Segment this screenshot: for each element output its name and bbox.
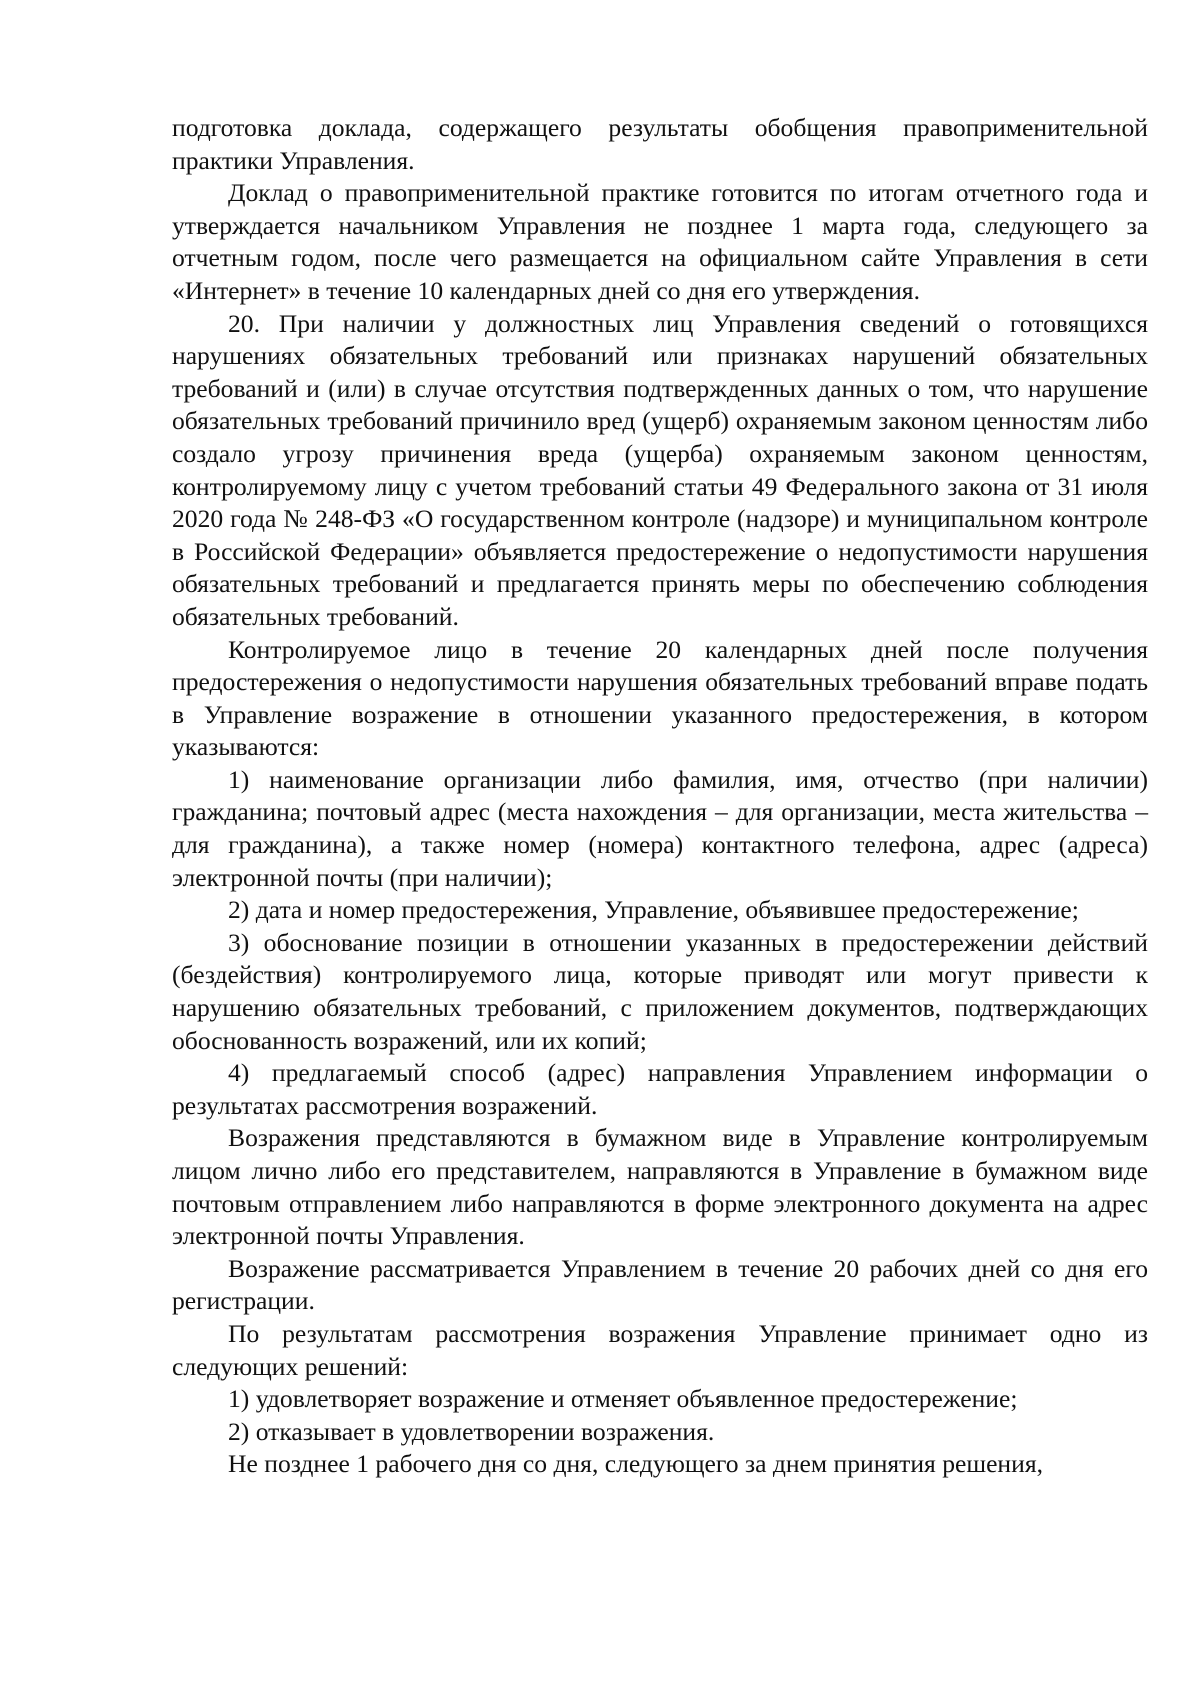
paragraph-objection-point-4: 4) предлагаемый способ (адрес) направления Управлением информации о результатах рассмотрения возражений. bbox=[172, 1058, 1148, 1120]
document-page bbox=[172, 112, 1148, 1481]
paragraph-objection-review-period: Возражение рассматривается Управлением в течение 20 рабочих дней со дня его регистрации. bbox=[172, 1253, 1148, 1316]
paragraph-decision-2: 2) отказывает в удовлетворении возражения. bbox=[228, 1416, 715, 1446]
paragraph-item-20-warning: 20. При наличии у должностных лиц Управления сведений о готовящихся нарушениях обязательных требований или признаках нарушений обязательных требований и (или) в случае отсутствия подтвержденных данных о том, что нарушение обязательных требований причинило вред (ущерб) охраняемым законом ценностям либо создало угрозу причинения вреда (ущерба) охраняемым законом ценностям, контролируемому лицу с учетом требований статьи 49 Федерального закона от 31 июля 2020 года № 248-ФЗ «О государственном контроле (надзоре) и муниципальном контроле в Российской Федерации» объявляется предостережение о недопустимости нарушения обязательных требований и предлагается принять меры по обеспечению соблюдения обязательных требований. bbox=[172, 308, 1148, 631]
paragraph-decision-notice: Не позднее 1 рабочего дня со дня, следующего за днем принятия решения, bbox=[228, 1449, 1044, 1479]
paragraph-objection-submission: Возражения представляются в бумажном виде в Управление контролируемым лицом лично либо его представителем, направляются в Управление в бумажном виде почтовым отправлением либо направляются в форме электронного документа на адрес электронной почты Управления. bbox=[172, 1123, 1148, 1251]
paragraph-objection-point-2: 2) дата и номер предостережения, Управление, объявившее предостережение; bbox=[228, 895, 1079, 925]
paragraph-report-approval: Доклад о правоприменительной практике готовится по итогам отчетного года и утверждается начальником Управления не позднее 1 марта года, следующего за отчетным годом, после чего размещается на официальном сайте Управления в сети «Интернет» в течение 10 календарных дней со дня его утверждения. bbox=[172, 178, 1148, 305]
paragraph-objection-right: Контролируемое лицо в течение 20 календарных дней после получения предостережения о недопустимости нарушения обязательных требований вправе подать в Управление возражение в отношении указанного предостережения, в котором указываются: bbox=[172, 634, 1148, 762]
paragraph-objection-point-1: 1) наименование организации либо фамилия, имя, отчество (при наличии) гражданина; почтовый адрес (места нахождения – для организации, места жительства – для гражданина), а также номер (номера) контактного телефона, адрес (адреса) электронной почты (при наличии); bbox=[172, 764, 1148, 892]
paragraph-objection-point-3: 3) обоснование позиции в отношении указанных в предостережении действий (бездействия) контролируемого лица, которые приводят или могут привести к нарушению обязательных требований, с приложением документов, подтверждающих обоснованность возражений, или их копий; bbox=[172, 927, 1148, 1055]
paragraph-decision-1: 1) удовлетворяет возражение и отменяет объявленное предостережение; bbox=[228, 1384, 1018, 1414]
paragraph-review-decisions: По результатам рассмотрения возражения Управление принимает одно из следующих решений: bbox=[172, 1318, 1148, 1381]
paragraph-report-preparation-end: подготовка доклада, содержащего результаты обобщения правоприменительной практики Управления. bbox=[172, 113, 1148, 175]
